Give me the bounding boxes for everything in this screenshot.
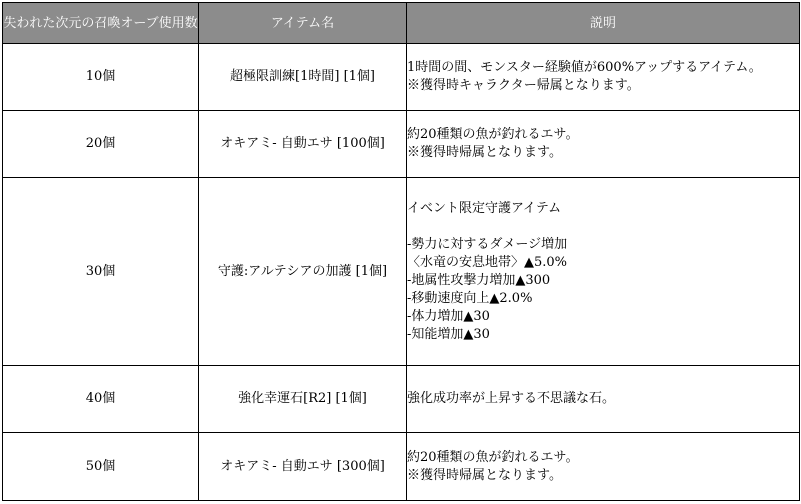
description-cell [407,111,800,178]
description-line: ※獲得時帰属となります。 [407,467,562,483]
description-title: イベント限定守護アイテム [407,200,562,216]
table-row [3,433,800,501]
reward-table [2,2,800,501]
description-cell [407,178,800,366]
item-name-cell: 強化幸運石[R2] [1個] [199,366,407,433]
description-line: -知能増加▲30 [407,326,490,342]
header-item-name: アイテム名 [199,3,407,44]
item-name-cell: 守護:アルテシアの加護 [1個] [199,178,407,366]
description-line: -移動速度向上▲2.0% [407,290,533,306]
orb-count-cell: 40個 [3,366,199,433]
item-name-cell: 超極限訓練[1時間] [1個] [199,44,407,111]
table-row [3,44,800,111]
orb-count-cell: 50個 [3,433,199,501]
description-line: 1時間の間、モンスター経験値が600%アップするアイテム。 [407,60,762,75]
description-line: ※獲得時帰属となります。 [407,145,562,160]
description-line: -地属性攻撃力増加▲300 [407,272,551,288]
description-cell [407,433,800,501]
item-name-cell: オキアミ- 自動エサ [100個] [199,111,407,178]
table-row [3,111,800,178]
description-line: ※獲得時キャラクター帰属となります。 [407,78,640,93]
description-spacer [407,218,799,236]
header-description: 説明 [407,3,800,44]
description-line: 強化成功率が上昇する不思議な石。 [407,391,616,406]
header-orb-count: 失われた次元の召喚オーブ使用数 [3,3,199,44]
orb-count-cell: 30個 [3,178,199,366]
item-name-cell: オキアミ- 自動エサ [300個] [199,433,407,501]
description-line: -体力増加▲30 [407,308,490,324]
table-row [3,366,800,433]
description-cell [407,44,800,111]
description-cell [407,366,800,433]
orb-count-cell: 20個 [3,111,199,178]
table-row [3,178,800,366]
description-line: 〈水竜の安息地帯〉▲5.0% [407,254,568,270]
description-line: -勢力に対するダメージ増加 [407,236,568,252]
header-row [3,3,800,44]
orb-count-cell: 10個 [3,44,199,111]
description-line: 約20種類の魚が釣れるエサ。 [407,449,579,465]
description-line: 約20種類の魚が釣れるエサ。 [407,127,579,142]
